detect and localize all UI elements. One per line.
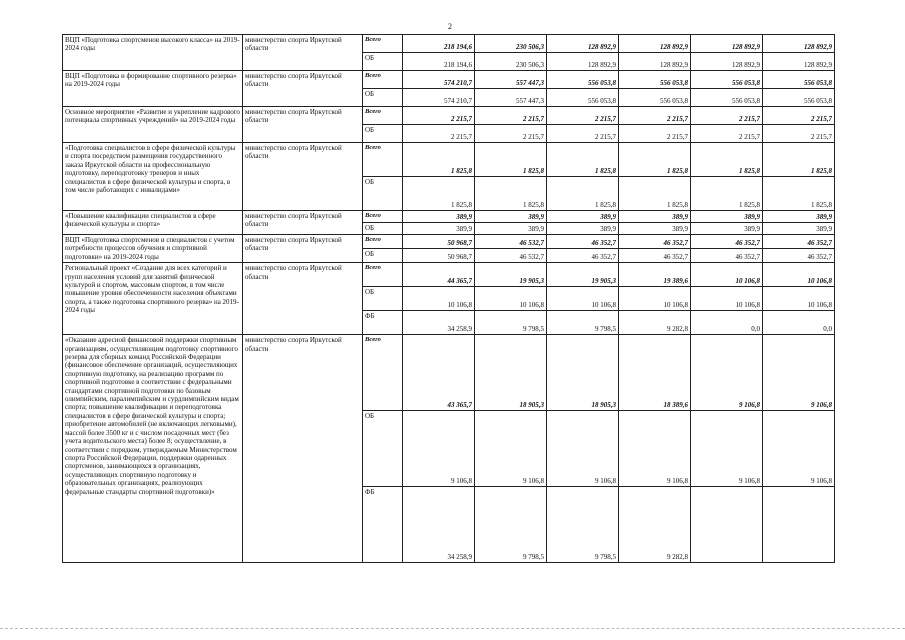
row-org: министерство спорта Иркутской области — [243, 35, 363, 71]
value-cell: 50 968,7 — [403, 249, 475, 263]
table-row — [63, 335, 835, 411]
value-cell: 556 053,8 — [547, 71, 619, 89]
value-cell: 19 905,3 — [547, 263, 619, 287]
table-row — [63, 235, 835, 249]
table-row — [63, 107, 835, 125]
value-cell: 2 215,7 — [547, 125, 619, 143]
value-cell: 46 532,7 — [475, 249, 547, 263]
row-name: ВЦП «Подготовка и формирование спортивного резерва» на 2019-2024 годы — [63, 71, 243, 107]
value-cell: 10 106,8 — [691, 263, 763, 287]
value-cell: 218 194,6 — [403, 35, 475, 53]
value-cell: 1 825,8 — [619, 177, 691, 211]
row-name: «Подготовка специалистов в сфере физической культуры и спорта посредством размещения государственного заказа Иркутской области на профессиональную подготовку, переподготовку тренеров и иных специалистов в сфере физической культуры и спорта, в том числе работающих с инвалидами» — [63, 143, 243, 211]
value-cell: 9 282,8 — [619, 311, 691, 335]
row-name: ВЦП «Подготовка спортсменов и специалистов с учетом потребности процессов обучения и спортивной подготовки» на 2019-2024 годы — [63, 235, 243, 263]
value-cell: 1 825,8 — [763, 143, 835, 177]
row-name: «Повышение квалификации специалистов в сфере физической культуры и спорта» — [63, 211, 243, 235]
value-cell: 10 106,8 — [691, 287, 763, 311]
value-cell: 18 389,6 — [619, 335, 691, 411]
value-cell: 556 053,8 — [763, 89, 835, 107]
value-cell: 556 053,8 — [547, 89, 619, 107]
value-cell: 9 106,8 — [403, 411, 475, 487]
row-name: «Оказание адресной финансовой поддержки спортивным организациям, осуществляющим подготовку спортивного резерва для сборных команд Российской Федерации (финансовое обеспечение организаций, осуществляющих спортивную подготовку, на реализацию программ по спортивной подготовке в соответствии с федеральными стандартами спортивной подготовки по базовым олимпийским, паралимпийским и сурдлимпийским видам спорта; повышение квалификации и переподготовка специалистов в сфере физической культуры и спорта; приобретение автомобилей (не включающих легковыми), массой более 3500 кг и с числом посадочных мест (без учета водительского места) более 8; осуществление, в соответствии с порядком, утверждаемым Министерством спорта Российской Федерации, поддержки одаренных спортсменов, занимающихся в организациях, осуществляющих спортивную подготовку и образовательных организациях, реализующих федеральные стандарты спортивной подготовки)» — [63, 335, 243, 563]
value-cell: 128 892,9 — [763, 35, 835, 53]
funding-type: ОБ — [363, 53, 403, 71]
value-cell: 2 215,7 — [547, 107, 619, 125]
value-cell: 46 352,7 — [547, 235, 619, 249]
value-cell: 10 106,8 — [403, 287, 475, 311]
value-cell: 46 352,7 — [547, 249, 619, 263]
value-cell: 389,9 — [403, 211, 475, 223]
value-cell: 128 892,9 — [691, 35, 763, 53]
value-cell: 0,0 — [763, 311, 835, 335]
value-cell: 46 352,7 — [619, 235, 691, 249]
funding-type: ФБ — [363, 487, 403, 563]
table-row — [63, 143, 835, 177]
funding-type: Всего — [363, 71, 403, 89]
value-cell: 46 352,7 — [691, 235, 763, 249]
value-cell: 9 106,8 — [763, 411, 835, 487]
value-cell: 128 892,9 — [547, 53, 619, 71]
value-cell: 2 215,7 — [403, 125, 475, 143]
row-name: Региональный проект «Создание для всех категорий и групп населения условий для занятий физической культурой и спортом, массовым спортом, в том числе повышение уровня обеспеченности населения объектами спорта, а также подготовка спортивного резерва» на 2019-2024 годы — [63, 263, 243, 335]
value-cell: 389,9 — [475, 211, 547, 223]
value-cell: 128 892,9 — [547, 35, 619, 53]
table-row — [63, 211, 835, 223]
value-cell: 9 106,8 — [475, 411, 547, 487]
value-cell: 1 825,8 — [403, 143, 475, 177]
value-cell: 43 365,7 — [403, 335, 475, 411]
funding-type: Всего — [363, 263, 403, 287]
value-cell: 10 106,8 — [619, 287, 691, 311]
row-org: министерство спорта Иркутской области — [243, 71, 363, 107]
budget-table — [62, 34, 835, 563]
value-cell: 18 905,3 — [475, 335, 547, 411]
value-cell: 0,0 — [691, 311, 763, 335]
value-cell: 46 352,7 — [763, 249, 835, 263]
value-cell: 9 106,8 — [691, 335, 763, 411]
value-cell: 128 892,9 — [619, 53, 691, 71]
value-cell: 10 106,8 — [547, 287, 619, 311]
value-cell — [691, 487, 763, 563]
table-row — [63, 71, 835, 89]
value-cell: 1 825,8 — [691, 177, 763, 211]
value-cell: 19 389,6 — [619, 263, 691, 287]
value-cell: 1 825,8 — [547, 177, 619, 211]
value-cell: 9 106,8 — [763, 335, 835, 411]
value-cell: 230 506,3 — [475, 53, 547, 71]
row-org: министерство спорта Иркутской области — [243, 235, 363, 263]
value-cell: 1 825,8 — [547, 143, 619, 177]
value-cell: 389,9 — [763, 211, 835, 223]
funding-type: ОБ — [363, 411, 403, 487]
value-cell: 557 447,3 — [475, 89, 547, 107]
funding-type: ОБ — [363, 177, 403, 211]
value-cell — [763, 487, 835, 563]
value-cell: 128 892,9 — [763, 53, 835, 71]
funding-type: Всего — [363, 211, 403, 223]
value-cell: 9 106,8 — [547, 411, 619, 487]
value-cell: 389,9 — [691, 223, 763, 235]
value-cell: 556 053,8 — [619, 89, 691, 107]
table-row — [63, 263, 835, 287]
row-org: министерство спорта Иркутской области — [243, 263, 363, 335]
row-org: министерство спорта Иркутской области — [243, 211, 363, 235]
value-cell: 10 106,8 — [475, 287, 547, 311]
value-cell: 2 215,7 — [691, 125, 763, 143]
value-cell: 46 352,7 — [619, 249, 691, 263]
value-cell: 574 210,7 — [403, 71, 475, 89]
value-cell: 34 258,9 — [403, 311, 475, 335]
funding-type: ОБ — [363, 223, 403, 235]
value-cell: 389,9 — [475, 223, 547, 235]
funding-type: Всего — [363, 35, 403, 53]
value-cell: 9 798,5 — [475, 311, 547, 335]
value-cell: 10 106,8 — [763, 287, 835, 311]
value-cell: 1 825,8 — [619, 143, 691, 177]
value-cell: 1 825,8 — [475, 143, 547, 177]
value-cell: 50 968,7 — [403, 235, 475, 249]
value-cell: 230 506,3 — [475, 35, 547, 53]
value-cell: 2 215,7 — [763, 125, 835, 143]
value-cell: 557 447,3 — [475, 71, 547, 89]
funding-type: Всего — [363, 107, 403, 125]
value-cell: 9 798,5 — [547, 487, 619, 563]
row-name: ВЦП «Подготовка спортсменов высокого класса» на 2019-2024 годы — [63, 35, 243, 71]
value-cell: 1 825,8 — [403, 177, 475, 211]
value-cell: 574 210,7 — [403, 89, 475, 107]
row-org: министерство спорта Иркутской области — [243, 143, 363, 211]
table-body — [63, 35, 835, 563]
value-cell: 44 365,7 — [403, 263, 475, 287]
funding-type: ОБ — [363, 125, 403, 143]
value-cell: 2 215,7 — [763, 107, 835, 125]
value-cell: 9 798,5 — [547, 311, 619, 335]
value-cell: 2 215,7 — [619, 107, 691, 125]
value-cell: 128 892,9 — [619, 35, 691, 53]
value-cell: 9 106,8 — [619, 411, 691, 487]
page-number: 2 — [448, 22, 452, 31]
value-cell: 34 258,9 — [403, 487, 475, 563]
value-cell: 389,9 — [619, 223, 691, 235]
funding-type: ФБ — [363, 311, 403, 335]
value-cell: 556 053,8 — [691, 89, 763, 107]
funding-type: ОБ — [363, 89, 403, 107]
value-cell: 9 282,8 — [619, 487, 691, 563]
value-cell: 1 825,8 — [691, 143, 763, 177]
value-cell: 556 053,8 — [691, 71, 763, 89]
value-cell: 46 352,7 — [691, 249, 763, 263]
value-cell: 556 053,8 — [619, 71, 691, 89]
value-cell: 556 053,8 — [763, 71, 835, 89]
value-cell: 9 798,5 — [475, 487, 547, 563]
funding-type: Всего — [363, 235, 403, 249]
value-cell: 2 215,7 — [619, 125, 691, 143]
value-cell: 10 106,8 — [763, 263, 835, 287]
funding-type: Всего — [363, 143, 403, 177]
value-cell: 9 106,8 — [691, 411, 763, 487]
table-row — [63, 35, 835, 53]
value-cell: 46 352,7 — [763, 235, 835, 249]
row-org: министерство спорта Иркутской области — [243, 107, 363, 143]
value-cell: 389,9 — [547, 223, 619, 235]
value-cell: 2 215,7 — [475, 125, 547, 143]
value-cell: 389,9 — [763, 223, 835, 235]
value-cell: 1 825,8 — [475, 177, 547, 211]
value-cell: 128 892,9 — [691, 53, 763, 71]
value-cell: 1 825,8 — [763, 177, 835, 211]
value-cell: 389,9 — [691, 211, 763, 223]
value-cell: 19 905,3 — [475, 263, 547, 287]
value-cell: 389,9 — [619, 211, 691, 223]
page-edge — [0, 628, 905, 629]
row-org: министерство спорта Иркутской области — [243, 335, 363, 563]
funding-type: Всего — [363, 335, 403, 411]
value-cell: 2 215,7 — [691, 107, 763, 125]
value-cell: 18 905,3 — [547, 335, 619, 411]
row-name: Основное мероприятие «Развитие и укрепление кадрового потенциала спортивных учреждений» на 2019-2024 годы — [63, 107, 243, 143]
value-cell: 389,9 — [547, 211, 619, 223]
funding-type: ОБ — [363, 287, 403, 311]
value-cell: 46 532,7 — [475, 235, 547, 249]
value-cell: 2 215,7 — [403, 107, 475, 125]
funding-type: ОБ — [363, 249, 403, 263]
value-cell: 389,9 — [403, 223, 475, 235]
value-cell: 2 215,7 — [475, 107, 547, 125]
value-cell: 218 194,6 — [403, 53, 475, 71]
